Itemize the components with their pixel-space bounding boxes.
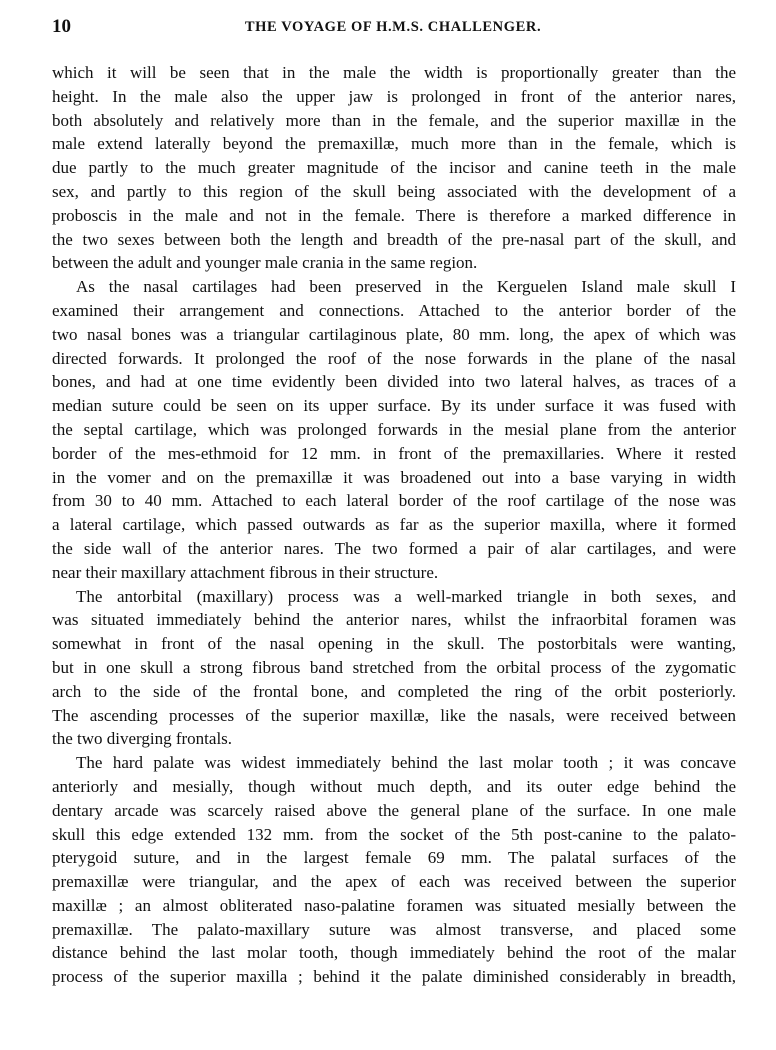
text-line: between the adult and younger male crania in the same region. <box>52 253 478 273</box>
text-line: the two sexes between both the length and breadth of the pre-nasal part of the skull, and <box>52 229 736 249</box>
text-line: a lateral cartilage, which passed outwards as far as the superior maxilla, where it formed <box>52 515 736 535</box>
paragraph <box>52 751 736 989</box>
text-line: due partly to the much greater magnitude of the incisor and canine teeth in the male <box>52 158 736 178</box>
text-line: The ascending processes of the superior maxillæ, like the nasals, were received between <box>52 705 736 725</box>
text-line: median suture could be seen on its upper surface. By its under surface it was fused with <box>52 396 736 416</box>
text-line: distance behind the last molar tooth, though immediately behind the root of the malar <box>52 943 736 963</box>
running-header <box>52 16 734 42</box>
text-line: As the nasal cartilages had been preserved in the Kerguelen Island male skull I <box>76 277 736 297</box>
text-line: male extend laterally beyond the premaxillæ, much more than in the female, which is <box>52 134 736 154</box>
text-line: the septal cartilage, which was prolonged forwards in the mesial plane from the anterior <box>52 419 736 439</box>
text-line: in the vomer and on the premaxillæ it was broadened out into a base varying in width <box>52 467 736 487</box>
text-line: but in one skull a strong fibrous band stretched from the orbital process of the zygomatic <box>52 657 736 677</box>
text-line: premaxillæ were triangular, and the apex of each was received between the superior <box>52 872 736 892</box>
text-line: arch to the side of the frontal bone, and completed the ring of the orbit posteriorly. <box>52 681 736 701</box>
text-line: was situated immediately behind the anterior nares, whilst the infraorbital foramen was <box>52 610 736 630</box>
text-line: bones, and had at one time evidently been divided into two lateral halves, as traces of a <box>52 372 736 392</box>
page-number: 10 <box>52 16 71 37</box>
running-title: THE VOYAGE OF H.M.S. CHALLENGER. <box>244 19 542 35</box>
paragraph <box>52 585 736 752</box>
text-line: directed forwards. It prolonged the roof of the nose forwards in the plane of the nasal <box>52 348 736 368</box>
text-line: two nasal bones was a triangular cartilaginous plate, 80 mm. long, the apex of which was <box>52 324 736 344</box>
text-line: both absolutely and relatively more than in the female, and the superior maxillæ in the <box>52 110 736 130</box>
text-line: examined their arrangement and connections. Attached to the anterior border of the <box>52 300 736 320</box>
text-line: which it will be seen that in the male the width is proportionally greater than the <box>52 63 736 82</box>
text-line: skull this edge extended 132 mm. from the socket of the 5th post-canine to the palato- <box>52 824 736 844</box>
text-line: the side wall of the anterior nares. The two formed a pair of alar cartilages, and were <box>52 538 736 558</box>
text-line: the two diverging frontals. <box>52 729 233 749</box>
text-line: border of the mes-ethmoid for 12 mm. in front of the premaxillaries. Where it rested <box>52 443 736 463</box>
body-text <box>52 61 736 989</box>
text-line: The antorbital (maxillary) process was a well-marked triangle in both sexes, and <box>76 586 736 606</box>
text-line: process of the superior maxilla ; behind it the palate diminished considerably in breadth, <box>52 967 736 987</box>
text-line: dentary arcade was scarcely raised above the general plane of the surface. In one male <box>52 800 736 820</box>
text-line: proboscis in the male and not in the female. There is therefore a marked difference in <box>52 205 736 225</box>
text-line: height. In the male also the upper jaw is prolonged in front of the anterior nares, <box>52 86 736 106</box>
text-line: from 30 to 40 mm. Attached to each lateral border of the roof cartilage of the nose was <box>52 491 736 511</box>
text-line: premaxillæ. The palato-maxillary suture was almost transverse, and placed some <box>52 919 736 939</box>
text-line: maxillæ ; an almost obliterated naso-palatine foramen was situated mesially between the <box>52 895 736 915</box>
text-line: near their maxillary attachment fibrous in their structure. <box>52 562 439 582</box>
text-line: somewhat in front of the nasal opening in the skull. The postorbitals were wanting, <box>52 634 736 654</box>
text-line: pterygoid suture, and in the largest female 69 mm. The palatal surfaces of the <box>52 848 736 868</box>
text-line: anteriorly and mesially, though without much depth, and its outer edge behind the <box>52 776 736 796</box>
text-line: The hard palate was widest immediately behind the last molar tooth ; it was concave <box>76 753 736 773</box>
paragraph <box>52 275 736 584</box>
text-line: sex, and partly to this region of the skull being associated with the development of a <box>52 181 736 201</box>
paragraph <box>52 61 736 275</box>
